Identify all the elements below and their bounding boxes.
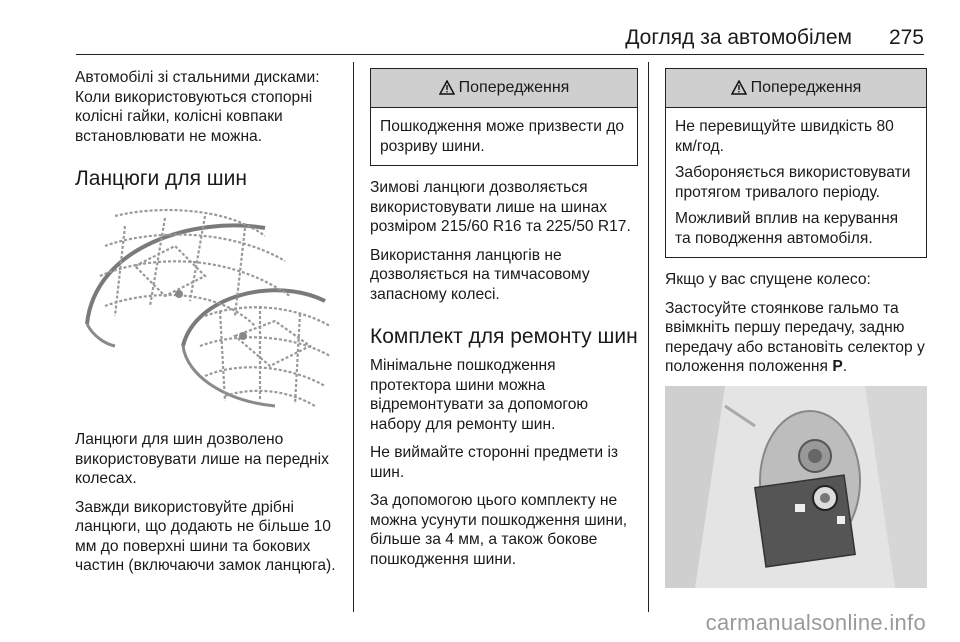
column-divider-2 (648, 62, 649, 612)
warning-icon (439, 80, 455, 96)
intro-paragraph: Автомобілі зі стальними дисками: Коли використовуються стопорні колісні гайки, колісні ковпаки встановлювати не можна. (75, 69, 320, 145)
gear-position-p: P (832, 358, 843, 375)
repair-kit-paragraph-2: Не виймайте сторонні предмети із шин. (370, 444, 619, 481)
repair-kit-heading: Комплект для ремонту шин (370, 325, 638, 348)
column-2 (370, 68, 638, 578)
column-divider-1 (353, 62, 354, 612)
watermark: carmanualsonline.info (705, 610, 926, 635)
header-divider (76, 54, 924, 55)
spare-wheel-paragraph: Використання ланцюгів не дозволяється на тимчасовому запасному колесі. (370, 246, 590, 303)
warning-body (371, 108, 637, 165)
tire-chains-heading: Ланцюги для шин (75, 167, 247, 190)
chains-paragraph-2: Завжди використовуйте дрібні ланцюги, що додають не більше 10 мм до поверхні шини та бокових частин (включаючи замок ланцюга). (75, 498, 336, 574)
warning-duration-text: Забороняється використовувати протягом тривалого періоду. (675, 164, 911, 201)
chains-paragraph-1: Ланцюги для шин дозволено використовувати лише на передніх колесах. (75, 431, 329, 487)
parking-brake-paragraph (665, 299, 927, 377)
flat-tyre-paragraph: Якщо у вас спущене колесо: (665, 271, 871, 288)
warning-speed-text: Не перевищуйте швидкість 80 км/год. (675, 118, 894, 155)
repair-kit-paragraph-1: Мінімальне пошкодження протектора шини можна відремонтувати за допомогою набору для ремонту шин. (370, 357, 589, 433)
sentence-end: . (842, 358, 848, 375)
warning-box-2 (665, 68, 927, 258)
tire-chains-illustration (75, 206, 340, 416)
repair-kit-paragraph-3: За допомогою цього комплекту не можна усунути пошкодження шини, більше за 4 мм, а також бокове пошкодження шини. (370, 492, 628, 568)
warning-icon (731, 80, 747, 96)
repair-kit-image (665, 386, 927, 588)
winter-chains-paragraph: Зимові ланцюги дозволяється використовувати лише на шинах розміром 215/60 R16 та 225/50 R17. (370, 179, 631, 235)
warning-box-1 (370, 68, 638, 166)
warning-body (666, 108, 926, 257)
repair-kit-illustration (665, 386, 927, 588)
warning-text: Пошкодження може призвести до розриву шини. (380, 118, 625, 155)
page-number: 275 (888, 26, 924, 49)
chapter-title: Догляд за автомобілем (625, 26, 852, 49)
parking-brake-text: Застосуйте стоянкове гальмо та ввімкніть першу передачу, задню передачу або встановіть селектор у положення положення (665, 299, 925, 375)
warning-header (666, 69, 926, 108)
tire-chains-image (75, 206, 340, 416)
warning-title: Попередження (750, 79, 862, 96)
warning-header (371, 69, 637, 108)
column-1 (75, 68, 340, 585)
column-3 (665, 68, 927, 588)
warning-title: Попередження (458, 79, 570, 96)
warning-handling-text: Можливий вплив на керування та поводження автомобіля. (675, 210, 899, 247)
page-header (0, 0, 960, 52)
